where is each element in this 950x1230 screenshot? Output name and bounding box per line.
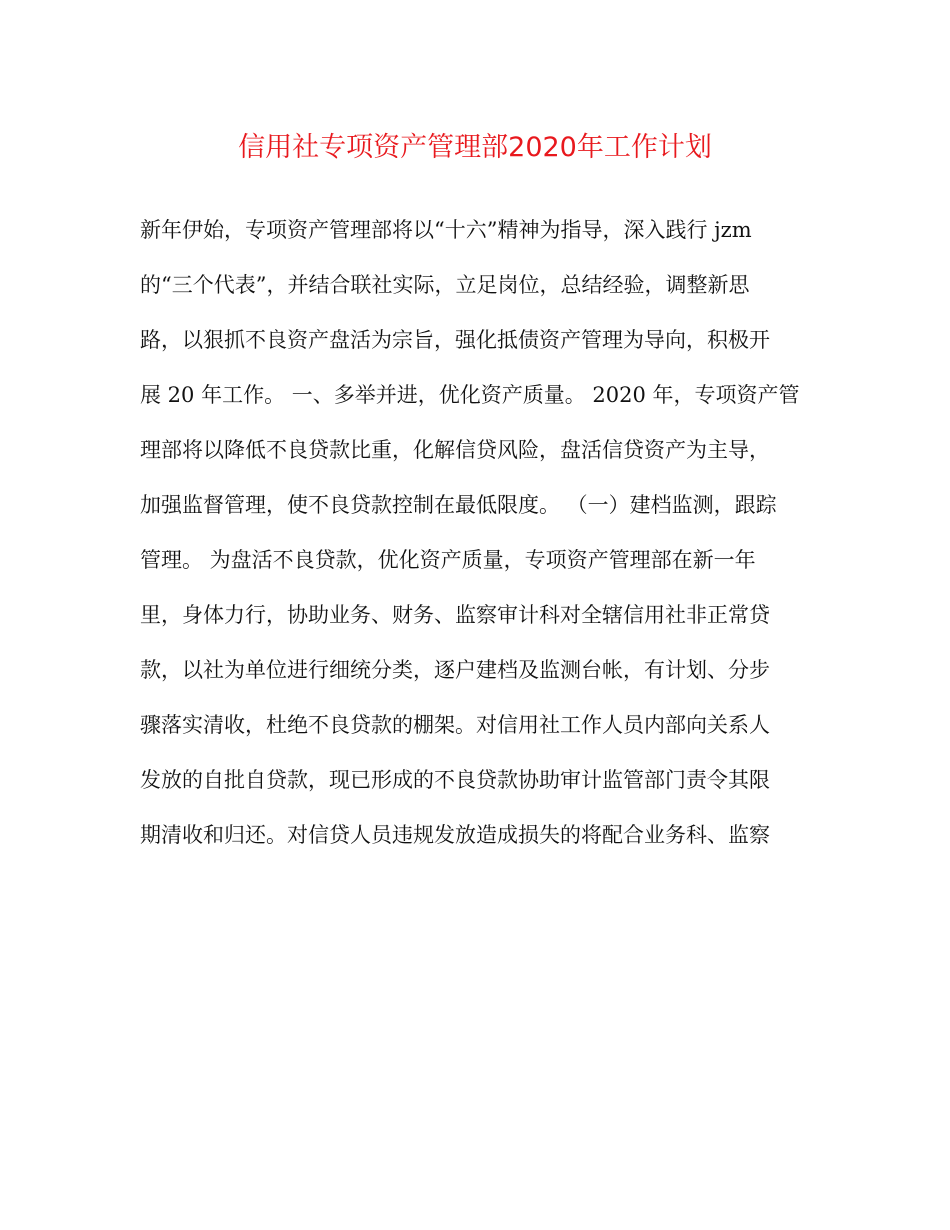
body-line: 管理。 为盘活不良贷款，优化资产质量，专项资产管理部在新一年 — [140, 548, 756, 572]
body-line: 新年伊始，专项资产管理部将以“十六”精神为指导，深入践行 jzm — [140, 218, 752, 242]
body-line: 的“三个代表”，并结合联社实际，立足岗位，总结经验，调整新思 — [140, 273, 750, 297]
body-line: 款，以社为单位进行细统分类，逐户建档及监测台帐，有计划、分步 — [140, 658, 770, 682]
body-line: 路，以狠抓不良资产盘活为宗旨，强化抵债资产管理为导向，积极开 — [140, 328, 770, 352]
body-line: 里，身体力行，协助业务、财务、监察审计科对全辖信用社非正常贷 — [140, 603, 770, 627]
document-title: 信用社专项资产管理部2020年工作计划 — [238, 132, 712, 163]
body-line: 期清收和归还。对信贷人员违规发放造成损失的将配合业务科、监察 — [140, 823, 770, 847]
body-line: 展 20 年工作。 一、多举并进，优化资产质量。 2020 年，专项资产管 — [140, 383, 800, 407]
body-line: 骤落实清收，杜绝不良贷款的棚架。对信用社工作人员内部向关系人 — [140, 713, 770, 737]
document-body — [140, 210, 810, 870]
body-line: 加强监督管理，使不良贷款控制在最低限度。 （一）建档监测，跟踪 — [140, 493, 777, 517]
body-line: 发放的自批自贷款，现已形成的不良贷款协助审计监管部门责令其限 — [140, 768, 770, 792]
body-line: 理部将以降低不良贷款比重，化解信贷风险，盘活信贷资产为主导， — [140, 438, 770, 462]
